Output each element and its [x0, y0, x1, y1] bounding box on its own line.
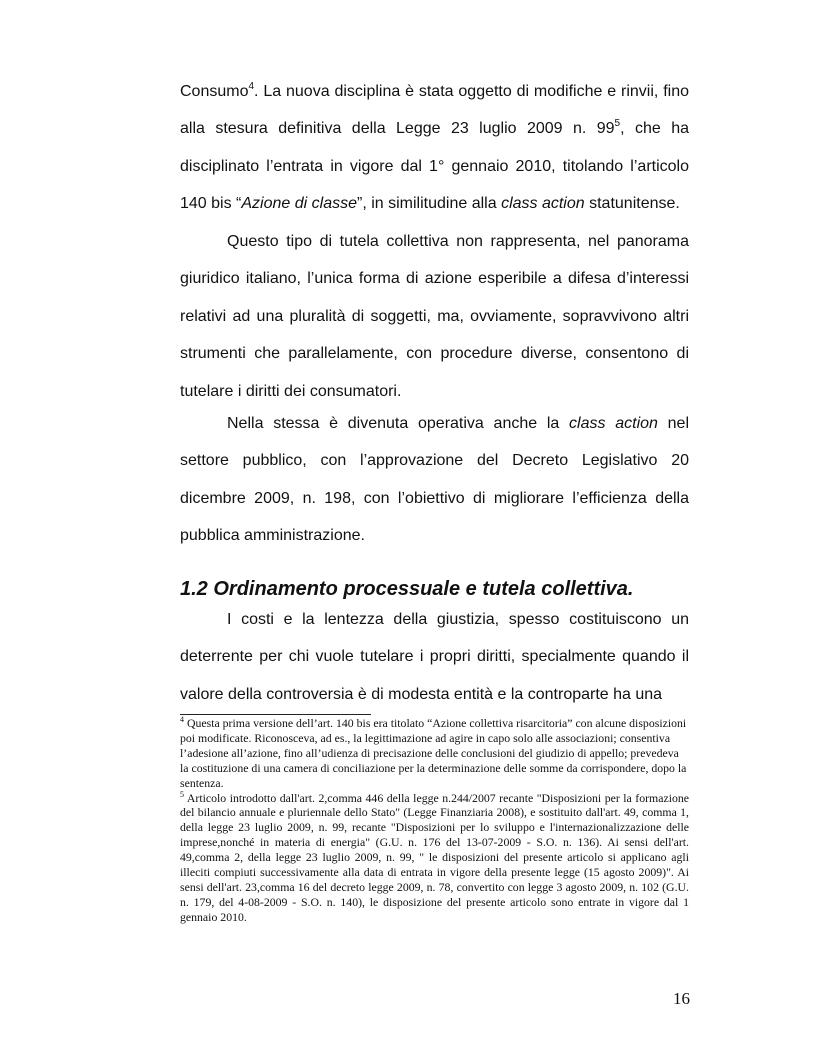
body-paragraph-1 — [180, 73, 689, 223]
page-number: 16 — [673, 989, 690, 1008]
footnote-4 — [180, 716, 689, 791]
text-run: ”, in similitudine alla — [357, 195, 502, 213]
italic-term: Azione di classe — [241, 195, 357, 213]
body-paragraph-3 — [180, 405, 689, 555]
footnote-separator — [180, 714, 371, 715]
section-heading: 1.2 Ordinamento processuale e tutela collettiva. — [180, 578, 634, 600]
body-paragraph-2: Questo tipo di tutela collettiva non rappresenta, nel panorama giuridico italiano, l’unica forma di azione esperibile a difesa d’interessi relativi ad una pluralità di soggetti, ma, ovviamente, sopravvivono altri strumenti che parallelamente, con procedure diverse, consentono di tutelare i diritti dei consumatori. — [180, 233, 689, 400]
text-run: nel settore pubblico, con l’approvazione del Decreto Legislativo 20 dicembre 2009, n. 198, con l’obiettivo di migliorare l’efficienza della pubblica amministrazione. — [180, 415, 689, 545]
footnotes — [180, 716, 689, 925]
footnote-text: Questa prima versione dell’art. 140 bis era titolato “Azione collettiva risarcitoria” con alcune disposizioni poi modificate. Riconosceva, ad es., la legittimazione ad agire in capo solo alle associazioni; consentiva l’adesione all’azione, fino all’udienza di precisazione delle conclusioni del giudizio di appello; prevedeva la costituzione di una camera di conciliazione per la determinazione delle somme da corrispondere, dopo la sentenza. — [180, 716, 687, 790]
footnote-number: 5 — [180, 789, 184, 799]
body-paragraph-4: I costi e la lentezza della giustizia, spesso costituiscono un deterrente per chi vuole tutelare i propri diritti, specialmente quando il valore della controversia è di modesta entità e la controparte ha una — [180, 611, 689, 703]
text-run: , che ha disciplinato l’entrata in vigore dal 1° gennaio 2010, titolando l’articolo 140 bis “ — [180, 120, 689, 213]
italic-term: class action — [569, 415, 658, 432]
text-run: statunitense. — [584, 195, 680, 213]
footnote-ref-5: 5 — [614, 118, 621, 130]
italic-term: class action — [501, 195, 585, 213]
text-run: . La nuova disciplina è stata oggetto di modifiche e rinvii, fino alla stesura definitiva della Legge 23 luglio 2009 n. 99 — [180, 83, 689, 138]
text-run: Consumo — [180, 83, 249, 100]
footnote-text: Articolo introdotto dall'art. 2,comma 446 della legge n.244/2007 recante "Disposizioni per la formazione del bilancio annuale e pluriennale dello Stato" (Legge Finanziaria 2008), e sostituito dall'art. 49, comma 1, della legge 23 luglio 2009, n. 99, recante "Disposizioni per lo sviluppo e l'internazionalizzazione delle imprese,nonché in materia di energia" (G.U. n. 176 del 13-07-2009 - S.O. n. 136). Ai sensi dell'art. 49,comma 2, della legge 23 luglio 2009, n. 99, " le disposizioni del presente articolo si applicano agli illeciti compiuti successivamente alla data di entrata in vigore della presente legge (15 agosto 2009)". Ai sensi dell'art. 23,comma 16 del decreto legge 2009, n. 78, convertito con legge 3 agosto 2009, n. 102 (G.U. n. 179, del 4-08-2009 - S.O. n. 140), le disposizione del presente articolo sono entrate in vigore dal 1 gennaio 2010. — [180, 790, 689, 924]
text-run: Nella stessa è divenuta operativa anche la — [227, 415, 570, 432]
footnote-5 — [180, 791, 689, 925]
footnote-number: 4 — [180, 715, 184, 724]
footnote-ref-4: 4 — [248, 81, 255, 92]
